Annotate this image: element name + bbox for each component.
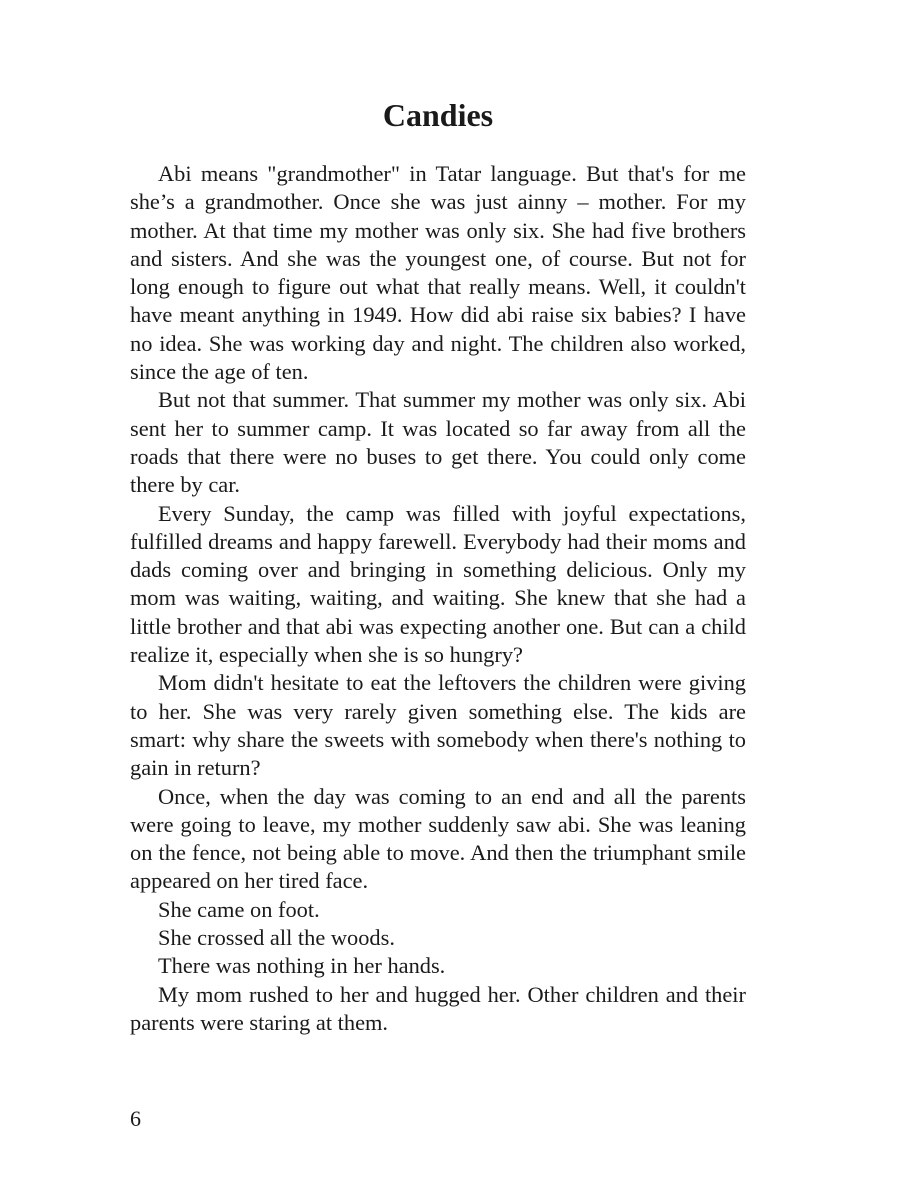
page-number: 6	[130, 1106, 141, 1131]
paragraph-5: Once, when the day was coming to an end and all the parents were going to leave, my mother suddenly saw abi. She was leaning on the fence, not being able to move. And then the triumphant smile appeared on her tired face.	[130, 783, 746, 894]
paragraph-1: Abi means "grandmother" in Tatar language. But that's for me she’s a grandmother. Once she was just ainny – mother. For my mother. At that time my mother was only six. She had five brothers and sisters. And she was the youngest one, of course. But not for long enough to figure out what that really means. Well, it couldn't have meant anything in 1949. How did abi raise six babies? I have no idea. She was working day and night. The children also worked, since the age of ten.	[130, 161, 746, 385]
paragraph-6: She came on foot.	[158, 896, 320, 922]
chapter-title: Candies	[382, 97, 494, 133]
paragraph-7: She crossed all the woods.	[158, 925, 395, 951]
paragraph-3: Every Sunday, the camp was filled with joyful expectations, fulfilled dreams and happy farewell. Everybody had their moms and dads coming over and bringing in something delicious. Only my mom was waiting, waiting, and waiting. She knew that she had a little brother and that abi was expecting another one. But can a child realize it, especially when she is so hungry?	[130, 500, 746, 668]
chapter-body	[130, 160, 746, 1037]
paragraph-4: Mom didn't hesitate to eat the leftovers the children were giving to her. She was very rarely given something else. The kids are smart: why share the sweets with somebody when there's nothing to gain in return?	[130, 670, 746, 781]
paragraph-2: But not that summer. That summer my mother was only six. Abi sent her to summer camp. It was located so far away from all the roads that there were no buses to get there. You could only come there by car.	[130, 387, 746, 498]
paragraph-8: There was nothing in her hands.	[158, 953, 446, 979]
paragraph-9: My mom rushed to her and hugged her. Other children and their parents were staring at them.	[130, 981, 746, 1035]
